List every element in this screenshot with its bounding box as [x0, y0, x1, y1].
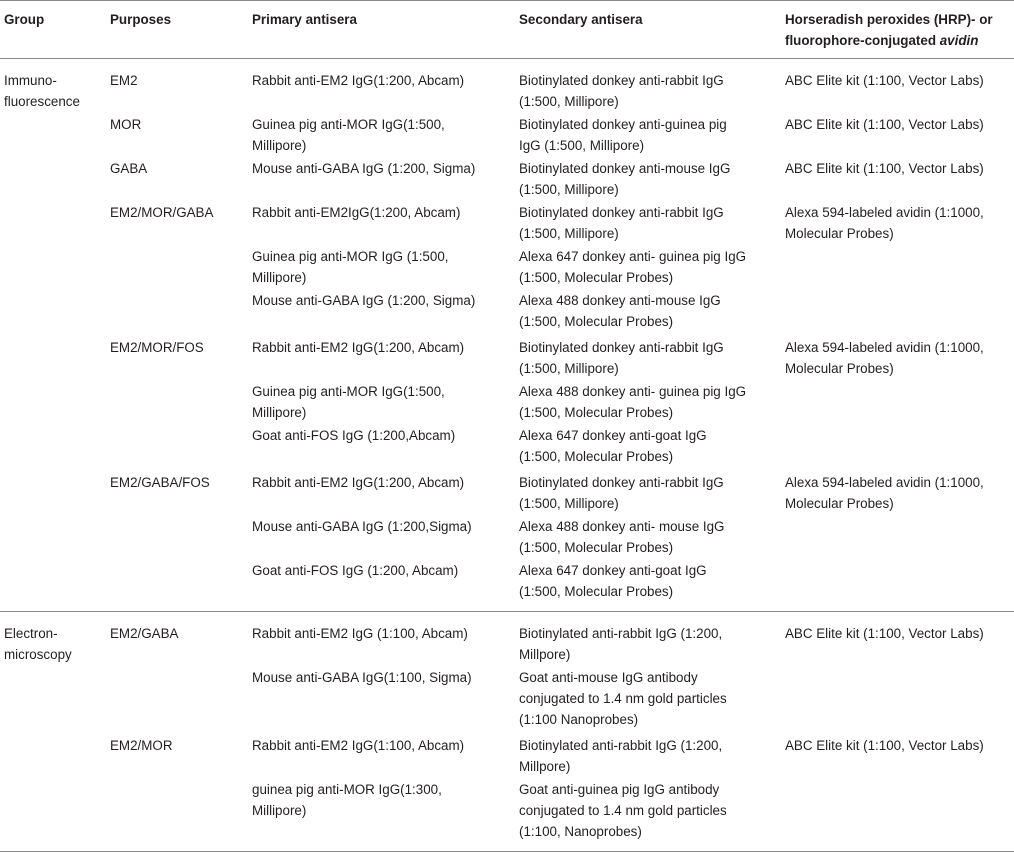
hrp-cell: [781, 559, 1014, 612]
secondary-cell: Biotinylated donkey anti-guinea pig IgG (1:500, Millipore): [519, 117, 727, 153]
hrp-cell: [781, 424, 1014, 468]
table-row: [0, 245, 1014, 289]
table-row: [0, 468, 1014, 515]
table-row: [0, 559, 1014, 612]
hrp-cell: [781, 515, 1014, 559]
hrp-cell: [781, 380, 1014, 424]
table-row: [0, 424, 1014, 468]
header-purposes: Purposes: [110, 12, 172, 27]
primary-cell: Rabbit anti-EM2 IgG(1:200, Abcam): [252, 73, 465, 88]
purpose-cell: [106, 380, 248, 424]
header-hrp-avidin: [781, 1, 1014, 59]
header-group: Group: [4, 12, 45, 27]
purpose-cell: EM2/MOR: [110, 738, 173, 753]
hrp-cell: [781, 778, 1014, 852]
primary-cell: Rabbit anti-EM2 IgG (1:100, Abcam): [252, 626, 468, 641]
table-row: [0, 612, 1014, 667]
hrp-cell: [781, 245, 1014, 289]
primary-cell: Mouse anti-GABA IgG (1:200, Sigma): [252, 293, 476, 308]
table-row: [0, 59, 1014, 114]
purpose-cell: [106, 424, 248, 468]
header-secondary-antisera: Secondary antisera: [519, 12, 643, 27]
table-row: [0, 157, 1014, 201]
secondary-cell: Alexa 488 donkey anti- mouse IgG (1:500, Molecular Probes): [519, 519, 725, 555]
purpose-cell: GABA: [110, 161, 148, 176]
primary-cell: Goat anti-FOS IgG (1:200,Abcam): [252, 428, 456, 443]
hrp-cell: [781, 289, 1014, 333]
hrp-cell: ABC Elite kit (1:100, Vector Labs): [785, 626, 984, 641]
hrp-cell: ABC Elite kit (1:100, Vector Labs): [785, 117, 984, 132]
secondary-cell: Biotinylated donkey anti-rabbit IgG (1:500, Millipore): [519, 73, 724, 109]
purpose-cell: [106, 245, 248, 289]
purpose-cell: EM2/GABA/FOS: [110, 475, 210, 490]
table-row: [0, 515, 1014, 559]
primary-cell: Rabbit anti-EM2IgG(1:200, Abcam): [252, 205, 461, 220]
purpose-cell: [106, 515, 248, 559]
header-hrp-avidin-italic: avidin: [939, 33, 979, 48]
secondary-cell: Biotinylated anti-rabbit IgG (1:200, Millpore): [519, 738, 723, 774]
table-row: [0, 666, 1014, 731]
table-row: [0, 289, 1014, 333]
purpose-cell: EM2/MOR/GABA: [110, 205, 214, 220]
primary-cell: Mouse anti-GABA IgG (1:200,Sigma): [252, 519, 472, 534]
secondary-cell: Biotinylated donkey anti-rabbit IgG (1:500, Millipore): [519, 475, 724, 511]
hrp-cell: Alexa 594-labeled avidin (1:1000, Molecular Probes): [785, 205, 984, 241]
secondary-cell: Alexa 647 donkey anti-goat IgG (1:500, Molecular Probes): [519, 428, 707, 464]
hrp-cell: ABC Elite kit (1:100, Vector Labs): [785, 73, 984, 88]
hrp-cell: Alexa 594-labeled avidin (1:1000, Molecular Probes): [785, 340, 984, 376]
primary-cell: guinea pig anti-MOR IgG(1:300, Millipore): [252, 782, 442, 818]
group-immunofluorescence: [0, 59, 1014, 612]
hrp-cell: ABC Elite kit (1:100, Vector Labs): [785, 738, 984, 753]
header-hrp-line1: Horseradish peroxides (HRP)- or: [785, 12, 993, 27]
secondary-cell: Biotinylated anti-rabbit IgG (1:200, Millpore): [519, 626, 723, 662]
primary-cell: Rabbit anti-EM2 IgG(1:100, Abcam): [252, 738, 465, 753]
purpose-cell: MOR: [110, 117, 142, 132]
table-row: [0, 778, 1014, 852]
secondary-cell: Biotinylated donkey anti-rabbit IgG (1:500, Millipore): [519, 340, 724, 376]
table-row: [0, 731, 1014, 778]
table-header: [0, 1, 1014, 59]
group-cell: Immuno- fluorescence: [4, 73, 80, 109]
primary-cell: Goat anti-FOS IgG (1:200, Abcam): [252, 563, 459, 578]
table-row: [0, 201, 1014, 245]
table-row: [0, 113, 1014, 157]
header-hrp-line2: fluorophore-conjugated: [785, 33, 940, 48]
primary-cell: Guinea pig anti-MOR IgG(1:500, Millipore): [252, 117, 445, 153]
purpose-cell: [106, 289, 248, 333]
secondary-cell: Alexa 488 donkey anti- guinea pig IgG (1:500, Molecular Probes): [519, 384, 747, 420]
group-cell: Electron- microscopy: [4, 626, 72, 662]
secondary-cell: Biotinylated donkey anti-rabbit IgG (1:500, Millipore): [519, 205, 724, 241]
group-electron-microscopy: [0, 612, 1014, 852]
secondary-cell: Goat anti-mouse IgG antibody conjugated to 1.4 nm gold particles (1:100 Nanoprobes): [519, 670, 727, 727]
secondary-cell: Goat anti-guinea pig IgG antibody conjugated to 1.4 nm gold particles (1:100, Nanoprobes): [519, 782, 727, 839]
table-row: [0, 380, 1014, 424]
primary-cell: Mouse anti-GABA IgG(1:100, Sigma): [252, 670, 472, 685]
purpose-cell: EM2/MOR/FOS: [110, 340, 204, 355]
purpose-cell: EM2/GABA: [110, 626, 179, 641]
primary-cell: Rabbit anti-EM2 IgG(1:200, Abcam): [252, 475, 465, 490]
hrp-cell: Alexa 594-labeled avidin (1:1000, Molecular Probes): [785, 475, 984, 511]
secondary-cell: Alexa 647 donkey anti- guinea pig IgG (1:500, Molecular Probes): [519, 249, 747, 285]
purpose-cell: [106, 778, 248, 852]
purpose-cell: [106, 559, 248, 612]
primary-cell: Guinea pig anti-MOR IgG(1:500, Millipore): [252, 384, 445, 420]
primary-cell: Rabbit anti-EM2 IgG(1:200, Abcam): [252, 340, 465, 355]
secondary-cell: Alexa 488 donkey anti-mouse IgG (1:500, Molecular Probes): [519, 293, 721, 329]
primary-cell: Mouse anti-GABA IgG (1:200, Sigma): [252, 161, 476, 176]
purpose-cell: [106, 666, 248, 731]
secondary-cell: Alexa 647 donkey anti-goat IgG (1:500, Molecular Probes): [519, 563, 707, 599]
hrp-cell: ABC Elite kit (1:100, Vector Labs): [785, 161, 984, 176]
secondary-cell: Biotinylated donkey anti-mouse IgG (1:500, Millipore): [519, 161, 731, 197]
table-row: [0, 333, 1014, 380]
primary-cell: Guinea pig anti-MOR IgG (1:500, Millipore): [252, 249, 449, 285]
hrp-cell: [781, 666, 1014, 731]
header-primary-antisera: Primary antisera: [252, 12, 357, 27]
purpose-cell: EM2: [110, 73, 138, 88]
header-row: [0, 1, 1014, 59]
